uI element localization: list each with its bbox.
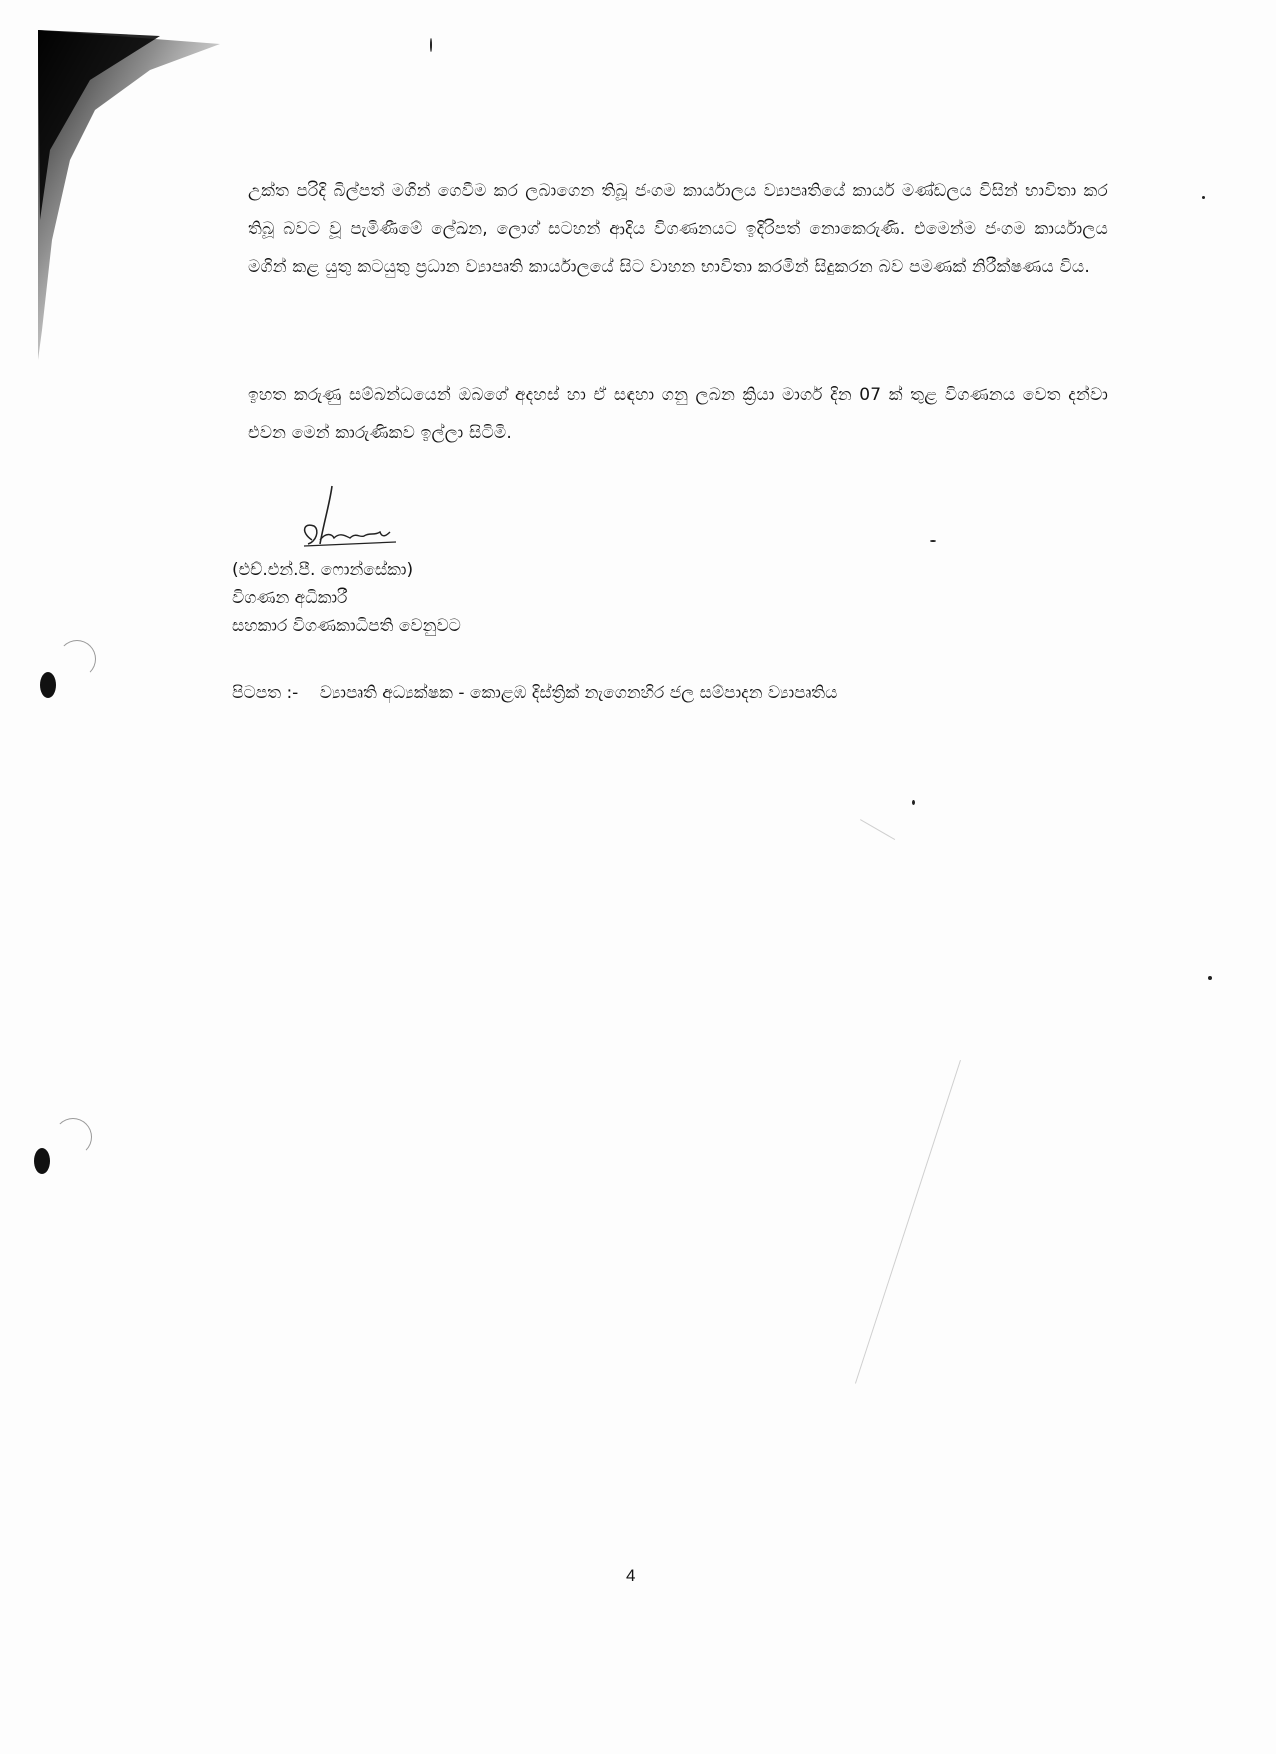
punch-ring-bottom xyxy=(54,1118,92,1156)
punch-hole-bottom xyxy=(34,1148,50,1174)
scan-speck xyxy=(1208,976,1212,980)
signatory-name: (එච්.එන්.පී. ෆොන්සේකා) xyxy=(232,560,414,580)
body-paragraph-2: ඉහත කරුණු සම්බන්ධයෙන් ඔබගේ අදහස් හා ඒ සඳහා ගනු ලබන ක්‍රියා මාර්ග දින 07 ක් තුළ විගණනය වෙත දන්වා එවන මෙන් කාරුණිකව ඉල්ලා සිටිමි. xyxy=(248,385,1108,443)
scan-speck xyxy=(930,540,936,542)
signatory-title: විගණන අධිකාරී xyxy=(232,588,348,608)
scan-scratch xyxy=(860,819,895,840)
copy-to-recipient: ව්‍යාපෘති අධ්‍යක්ෂක - කොළඹ දිස්ත්‍රික් නැගෙනහිර ජල සම්පාදන ව්‍යාපෘතිය xyxy=(319,683,838,703)
scan-speck xyxy=(430,38,432,52)
copy-to-label: පිටපත :- xyxy=(232,683,299,703)
scan-speck xyxy=(1202,196,1205,199)
punch-ring-top xyxy=(58,640,96,678)
punch-hole-top xyxy=(40,672,56,698)
scan-scratch xyxy=(855,1060,961,1384)
signature-block xyxy=(232,556,461,640)
copy-to-line xyxy=(232,680,837,706)
handwritten-signature xyxy=(290,482,410,552)
page-number: 4 xyxy=(626,1566,636,1585)
body-paragraph-1: උක්ත පරිදි බිල්පත් මගින් ගෙවීම කර ලබාගෙන තිබූ ජංගම කාර්යාලය ව්‍යාපෘතියේ කාර්ය මණ්ඩලය විසින් භාවිතා කර තිබූ බවට වූ පැමිණීමේ ලේඛන, ලොග් සටහන් ආදිය විගණනයට ඉදිරිපත් නොකෙරුණි. එමෙන්ම ජංගම කාර්යාලය මගින් කළ යුතු කටයුතු ප්‍රධාන ව්‍යාපෘති කාර්යාලයේ සිට වාහන භාවිතා කරමින් සිදුකරන බව පමණක් නිරීක්ෂණය විය. xyxy=(248,181,1108,277)
signatory-on-behalf: සහකාර විගණකාධිපති වෙනුවට xyxy=(232,616,461,636)
scan-speck xyxy=(912,800,915,805)
